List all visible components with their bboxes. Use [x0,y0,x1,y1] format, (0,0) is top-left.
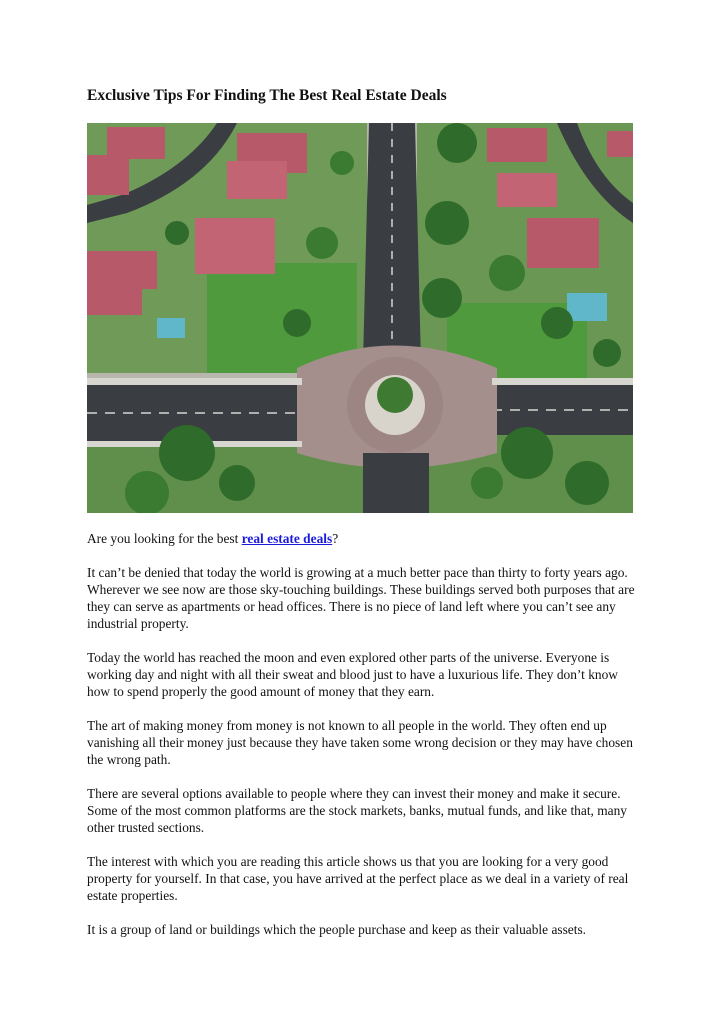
aerial-neighborhood-photo [87,123,633,513]
body-paragraph: Today the world has reached the moon and even explored other parts of the universe. Everyone is working day and night with all their sweat and blood just to have a luxurious life. They don’t know how to spend properly the good amount of money that they earn. [87,650,618,699]
intro-text: Are you looking for the best [87,531,242,546]
intro-paragraph [87,530,635,547]
body-paragraph: It is a group of land or buildings which the people purchase and keep as their valuable assets. [87,922,587,937]
real-estate-deals-link[interactable]: real estate deals [241,531,333,546]
body-paragraph: It can’t be denied that today the world is growing at a much better pace than thirty to forty years ago. Wherever we see now are those sky-touching buildings. These buildings served both purposes that are they can serve as apartments or head offices. There is no piece of land left where you can’t see any industrial property. [87,565,635,631]
document-title: Exclusive Tips For Finding The Best Real Estate Deals [87,87,447,104]
document-page [87,86,635,938]
body-paragraph: There are several options available to people where they can invest their money and make it secure. Some of the most common platforms are the stock markets, banks, mutual funds, and like that, many other trusted sections. [87,786,627,835]
body-paragraph: The art of making money from money is not known to all people in the world. They often end up vanishing all their money just because they have taken some wrong decision or they may have chosen the wrong path. [87,718,633,767]
intro-end: ? [332,531,339,546]
body-paragraph: The interest with which you are reading this article shows us that you are looking for a very good property for yourself. In that case, you have arrived at the perfect place as we deal in a variety of real estate properties. [87,854,629,903]
